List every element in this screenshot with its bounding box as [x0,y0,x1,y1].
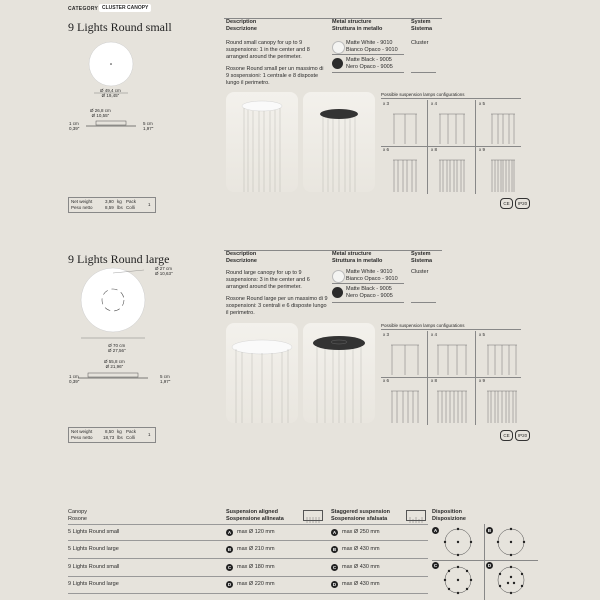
table-row-name: 9 Lights Round large [68,581,119,587]
configs-rule [381,98,521,99]
metal-divider [332,283,404,284]
peso-netto-unit: lbs [117,205,123,210]
peso-netto-unit: lbs [117,435,123,440]
category-label: CATEGORY [68,6,99,12]
description-en: Round large canopy for up to 9 suspensions: 3 in the center and 6 arranged around the perimeter. [226,270,310,290]
height-2-in: 1,97" [160,379,171,384]
outer-diameter-cm: Ø 70 cm [108,343,126,348]
config-label: x 4 [431,332,438,337]
height-1-cm: 1 cm [69,374,79,379]
disposition-letter: B [487,528,492,533]
table-row-name: 5 Lights Round large [68,546,119,552]
config-label: x 5 [479,332,486,337]
table-row-name: 9 Lights Round small [68,564,120,570]
row-letter-badge: C [332,565,337,570]
peso-netto-label: Peso netto [71,435,93,440]
peso-netto-value: 18,73 [103,435,115,440]
system-value: Cluster [411,269,429,275]
peso-netto-label: Peso netto [71,205,93,210]
canopy-center-point [110,63,112,65]
aligned-value: max Ø 180 mm [237,564,275,570]
metal-black: Matte Black - 9005 [346,286,392,292]
pack-value: 1 [148,202,151,207]
config-label: x 9 [479,147,486,152]
ring-diameter-cm: Ø 27 cm [155,266,173,271]
system-header: System [411,251,431,257]
system-rule [411,302,436,303]
staggered-value: max Ø 430 mm [342,564,380,570]
colli-label: Colli [126,205,135,210]
inner-diameter-cm: Ø 26,8 cm [90,108,111,113]
product-photo-white [226,323,298,423]
config-label: x 3 [383,101,390,106]
ip20-badge-icon: IP20 [515,430,530,441]
net-weight-unit: kg [117,429,122,434]
table-row-name: 5 Lights Round small [68,529,120,535]
aligned-value: max Ø 120 mm [237,529,275,535]
product-photo-black [303,92,375,192]
category-badge[interactable]: CLUSTER CANOPY [99,4,151,12]
canopy-header: Canopy [68,509,87,515]
row-letter-badge: A [332,530,337,535]
inner-diameter-in: Ø 10,55" [91,113,110,118]
white-swatch[interactable] [332,270,345,283]
height-1-in: 0,39" [69,126,80,131]
descrizione-header: Descrizione [226,258,257,264]
pack-label: Pack [126,429,137,434]
net-weight-label: Net weight [71,199,93,204]
row-letter-badge: A [227,530,232,535]
row-letter-badge: B [332,547,337,552]
outer-diameter-in: Ø 19,45" [101,93,120,98]
pack-label: Pack [126,199,137,204]
config-label: x 4 [431,101,438,106]
product-photo-white [226,92,298,192]
configs-grid-2 [381,331,521,427]
disposition-diagrams [432,524,538,600]
rosone-header: Rosone [68,516,87,522]
disposition-letter: D [487,563,492,568]
row-letter-badge: D [332,582,337,587]
metal-divider [332,54,404,55]
row-letter-badge: B [227,547,232,552]
descrizione-header: Descrizione [226,26,257,32]
product-title: 9 Lights Round large [68,252,170,266]
metal-black-it: Nero Opaco - 9005 [346,64,393,70]
config-illustrations [381,331,521,427]
allineata-header: Sospensione allineata [226,516,284,522]
disposizione-header: Disposizione [432,516,466,522]
configs-title: Possible suspension lamps configurations [381,92,465,97]
net-weight-label: Net weight [71,429,93,434]
config-illustrations [381,100,521,196]
peso-netto-value: 8,59 [105,205,114,210]
staggered-icon [406,510,426,521]
height-2-cm: 5 cm [160,374,170,379]
colli-label: Colli [126,435,135,440]
pack-value: 1 [148,432,151,437]
system-rule [411,72,436,73]
aligned-value: max Ø 210 mm [237,546,275,552]
height-1-cm: 1 cm [69,121,79,126]
sfalsata-header: Sospensione sfalsata [331,516,388,522]
disposition-letter: C [433,563,438,568]
description-it: Rosone Round small per un massimo di 9 sospensioni: 1 centrale e 8 disposte lungo il perimetro. [226,66,324,86]
metal-structure-header: Metal structure [332,251,372,257]
sistema-header: Sistema [411,258,433,264]
height-1-in: 0,39" [69,379,80,384]
configs-grid-1 [381,100,521,196]
struttura-header: Struttura in metallo [332,26,383,32]
description-en: Round small canopy for up to 9 suspensions: 1 in the center and 8 arranged around the perimeter. [226,40,310,60]
black-swatch[interactable] [332,287,343,298]
aligned-header: Suspension aligned [226,509,278,515]
ring-diameter-in: Ø 10,63" [155,271,173,276]
outer-diameter-in: Ø 27,56" [108,348,126,353]
metal-white: Matte White - 9010 [346,40,393,46]
product-title: 9 Lights Round small [68,20,172,34]
canopy-top-view [81,268,145,332]
config-label: x 5 [479,101,486,106]
description-header: Description [226,251,257,257]
net-weight-unit: kg [117,199,122,204]
struttura-header: Struttura in metallo [332,258,383,264]
disposition-header: Disposition [432,509,462,515]
metal-black: Matte Black - 9005 [346,57,392,63]
net-weight-value: 3,90 [105,199,114,204]
disposition-grid [432,524,538,600]
staggered-value: max Ø 250 mm [342,529,380,535]
staggered-value: max Ø 430 mm [342,581,380,587]
height-2-in: 1,97" [143,126,154,131]
metal-structure-header: Metal structure [332,19,372,25]
product-photo-black [303,323,375,423]
configs-title: Possible suspension lamps configurations [381,323,465,328]
canopy-side-inner [96,121,126,125]
configs-rule [381,329,521,330]
ce-mark-icon: CE [500,430,513,441]
system-header: System [411,19,431,25]
config-label: x 6 [383,147,390,152]
config-label: x 3 [383,332,390,337]
config-label: x 8 [431,147,438,152]
config-label: x 9 [479,378,486,383]
canopy-side-inner [88,373,138,377]
white-swatch[interactable] [332,41,345,54]
staggered-header: Staggered suspension [331,509,390,515]
aligned-value: max Ø 220 mm [237,581,275,587]
row-letter-badge: D [227,582,232,587]
row-letter-badge: C [227,565,232,570]
sistema-header: Sistema [411,26,433,32]
ip20-badge-icon: IP20 [515,198,530,209]
metal-bottom-rule [332,72,404,73]
weight-box [68,427,156,443]
description-header: Description [226,19,257,25]
metal-bottom-rule [332,302,404,303]
outer-diameter-cm: Ø 49,4 cm [100,88,121,93]
canopy-large-drawing [68,266,228,390]
net-weight-value: 8,50 [105,429,114,434]
weight-box [68,197,156,213]
inner-diameter-in: Ø 21,96" [105,364,124,369]
metal-white-it: Bianco Opaco - 9010 [346,47,398,53]
metal-white: Matte White - 9010 [346,269,393,275]
system-value: Cluster [411,40,429,46]
disposition-letter: A [433,528,438,533]
height-2-cm: 5 cm [143,121,153,126]
aligned-icon [303,510,323,521]
config-label: x 8 [431,378,438,383]
staggered-value: max Ø 430 mm [342,546,380,552]
metal-white-it: Bianco Opaco - 9010 [346,276,398,282]
inner-diameter-cm: Ø 55,8 cm [104,359,125,364]
metal-black-it: Nero Opaco - 9005 [346,293,393,299]
config-label: x 6 [383,378,390,383]
description-it: Rosone Round large per un massimo di 9 sospensioni: 3 centrali e 6 disposte lungo il perimetro. [226,296,328,316]
black-swatch[interactable] [332,58,343,69]
ce-mark-icon: CE [500,198,513,209]
